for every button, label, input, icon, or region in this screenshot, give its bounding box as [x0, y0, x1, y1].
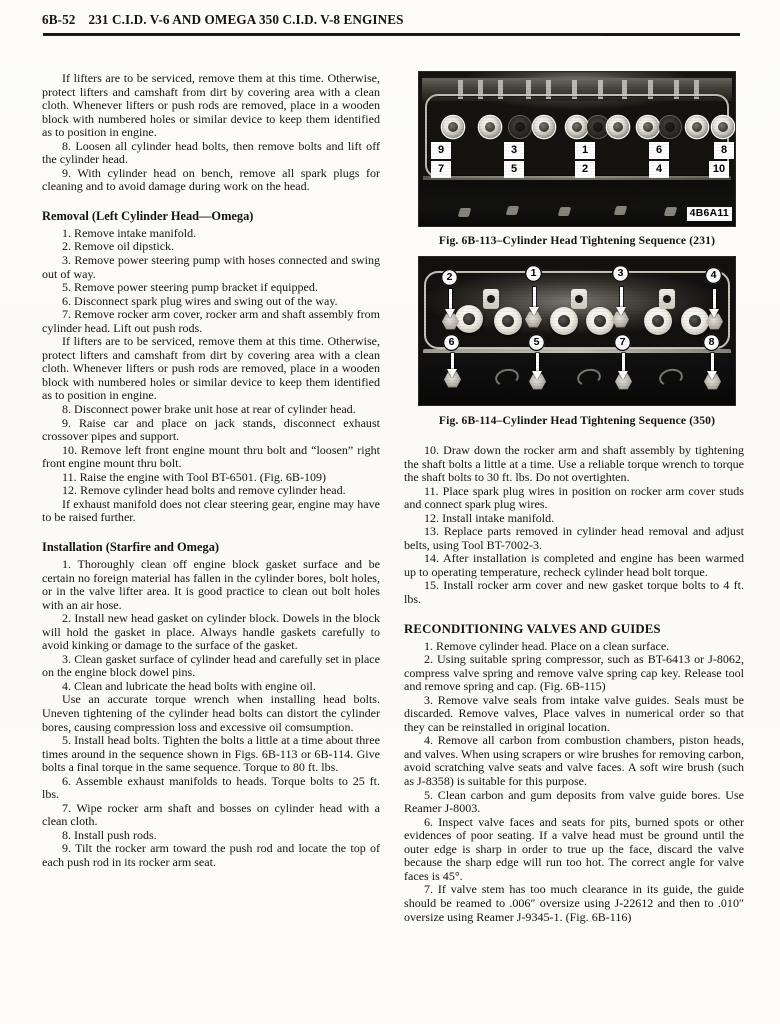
reconditioning-step-7: 7. If valve stem has too much clearance in its guide, the guide should be reamed to .006″ oversize using J-22612 and then to .010″ oversize using Reamer J-9345-1. (Fig. 6B-116): [404, 882, 744, 924]
removal-step-8: 8. Disconnect power brake unit hose at rear of cylinder head.: [62, 402, 356, 417]
callout-arrow: [711, 289, 718, 311]
sequence-number-top-5: 8: [714, 142, 734, 159]
head-bolt-washer: [442, 116, 464, 138]
paragraph-torque-wrench-note: Use an accurate torque wrench when installing head bolts. Uneven tightening of the cylinder head bolts can distort the cylinder bores, causing compression loss and excessive oil comsumption.: [42, 692, 380, 734]
callout-arrow: [620, 353, 627, 373]
removal-step-12: 12. Remove cylinder head bolts and remove cylinder head.: [62, 483, 346, 498]
reconditioning-step-3: 3. Remove valve seals from intake valve guides. Seals must be discarded. Remove valves, Place valves in numerical order so that they can be reinstalled in original location.: [404, 692, 744, 734]
head-bolt-washer: [607, 116, 629, 138]
removal-step-10: 10. Remove left front engine mount thru bolt and “loosen” right front engine mount thru bolt.: [42, 442, 380, 471]
installation-step-5: 5. Install head bolts. Tighten the bolts a little at a time about three times around in the sequence shown in Figs. 6B-113 or 6B-114. Give bolts a final torque in the same sequence. Torque to 80 ft. lbs.: [42, 733, 380, 775]
heading-installation-starfire-omega: Installation (Starfire and Omega): [42, 539, 220, 554]
head-bolt-washer: [712, 116, 734, 138]
sequence-number-bottom-3: 7: [614, 334, 631, 351]
callout-arrow: [449, 353, 456, 371]
valve-port: [455, 305, 483, 333]
head-bolt-washer: [637, 116, 659, 138]
figure-6b-113-photo: [418, 71, 736, 227]
removal-step-6: 6. Disconnect spark plug wires and swing out of the way.: [62, 293, 338, 308]
reconditioning-step-6: 6. Inspect valve faces and seats for pits, burned spots or other evidences of poor seating. If a valve head must be ground until the outer edge is sharp in order to true up the face, discard the valve because the sharp edge will run too hot. The correct angle for valve faces is 45°.: [404, 814, 744, 883]
paragraph-lifters-service-1: If lifters are to be serviced, remove them at this time. Otherwise, protect lifters and camshaft from dirt by covering area with a clean cloth. Whenever lifters or push rods are removed, place in a wooden block with numbered holes or similar device to keep them identified as to position in engine.: [42, 71, 380, 140]
removal-step-3: 3. Remove power steering pump with hoses connected and swing out of way.: [42, 253, 380, 281]
page-folio-number: 6B-52: [42, 12, 76, 27]
right-text-column: [404, 444, 744, 924]
sequence-number-top-4: 4: [705, 267, 722, 284]
heading-removal-left-cylinder-head: Removal (Left Cylinder Head—Omega): [42, 208, 254, 223]
head-bolt-washer: [686, 116, 708, 138]
removal-step-2: 2. Remove oil dipstick.: [62, 239, 175, 254]
sequence-number-bottom-3: 2: [575, 161, 595, 178]
installation-step-3: 3. Clean gasket surface of cylinder head and carefully set in place on the engine block dowel pins.: [42, 651, 380, 680]
valve-port: [494, 307, 522, 335]
head-bolt-washer: [587, 116, 609, 138]
figure-6b-114-caption: Fig. 6B-114–Cylinder Head Tightening Sequence (350): [438, 414, 716, 427]
installation-step-6: 6. Assemble exhaust manifolds to heads. Torque bolts to 25 ft. lbs.: [42, 773, 380, 802]
callout-arrow: [709, 353, 716, 373]
valve-port: [586, 307, 614, 335]
page-header-title: 231 C.I.D. V-6 AND OMEGA 350 C.I.D. V-8 ENGINES: [88, 12, 404, 27]
sequence-number-top-2: 3: [504, 142, 524, 159]
head-bolt-washer: [566, 116, 588, 138]
sequence-number-bottom-1: 7: [431, 161, 451, 178]
figure-6b-113-caption: Fig. 6B-113–Cylinder Head Tightening Sequence (231): [438, 234, 716, 247]
callout-arrow: [618, 287, 625, 309]
sequence-number-top-2: 1: [525, 265, 542, 282]
sequence-number-bottom-2: 5: [528, 334, 545, 351]
removal-step-1: 1. Remove intake manifold.: [62, 225, 197, 240]
sequence-number-bottom-4: 8: [703, 334, 720, 351]
installation-step-15: 15. Install rocker arm cover and new gasket torque bolts to 4 ft. lbs.: [404, 578, 744, 607]
removal-step-11: 11. Raise the engine with Tool BT-6501. (Fig. 6B-109): [62, 469, 327, 484]
installation-step-13: 13. Replace parts removed in cylinder head removal and adjust belts, using Tool BT-7002-3.: [404, 524, 744, 552]
paragraph-exhaust-manifold-clearance: If exhaust manifold does not clear steering gear, engine may have to be raised further.: [42, 496, 380, 525]
removal-step-9: 9. Raise car and place on jack stands, disconnect exhaust crossover pipes and support.: [42, 415, 380, 444]
paragraph-lifters-service-2: If lifters are to be serviced, remove them at this time. Otherwise, protect lifters and camshaft from dirt by covering area with a clean cloth. Whenever lifters or push rods are removed, place in a wooden block with numbered holes or similar device to keep them identified as to position in engine.: [42, 334, 380, 403]
callout-arrow: [531, 287, 538, 309]
sequence-number-top-1: 9: [431, 142, 451, 159]
installation-step-10: 10. Draw down the rocker arm and shaft assembly by tightening the shaft bolts a little at a time. Use a reliable torque wrench to torque the shaft bolts to 30 ft. lbs. Do not overtighten.: [404, 443, 744, 485]
heading-reconditioning-valves-and-guides: RECONDITIONING VALVES AND GUIDES: [404, 621, 661, 636]
removal-step-9-upper: 9. With cylinder head on bench, remove all spark plugs for cleaning and to avoid damage during work on the head.: [42, 165, 380, 194]
installation-step-1: 1. Thoroughly clean off engine block gasket surface and be certain no foreign material has fallen in the cylinder bores, bolt holes, or in the valve lifter area. It is good practice to clean out bolt holes with an air hose.: [42, 556, 380, 612]
sequence-number-top-3: 3: [612, 265, 629, 282]
sequence-number-top-1: 2: [441, 269, 458, 286]
reconditioning-step-5: 5. Clean carbon and gum deposits from valve guide bores. Use Reamer J-8003.: [404, 787, 744, 816]
installation-step-9: 9. Tilt the rocker arm toward the push rod and locate the top of each push rod in its rocker arm seat.: [42, 841, 380, 869]
figure-6b-114: [418, 256, 736, 427]
installation-step-11: 11. Place spark plug wires in position on rocker arm cover studs and connect spark plug wires.: [404, 483, 744, 512]
left-text-column: [42, 72, 380, 870]
valve-port: [550, 307, 578, 335]
head-bolt-washer: [533, 116, 555, 138]
removal-step-7: 7. Remove rocker arm cover, rocker arm and shaft assembly from cylinder head. Lift out push rods.: [42, 307, 380, 335]
page-header: [42, 12, 742, 28]
valve-port: [681, 307, 709, 335]
head-bolt-washer: [479, 116, 501, 138]
callout-arrow: [534, 353, 541, 373]
installation-step-14: 14. After installation is completed and engine has been warmed up to operating temperature, recheck cylinder head bolt torque.: [404, 551, 744, 579]
removal-step-5: 5. Remove power steering pump bracket if equipped.: [62, 280, 318, 295]
sequence-number-bottom-2: 5: [504, 161, 524, 178]
installation-step-8: 8. Install push rods.: [62, 827, 157, 842]
callout-arrow: [447, 289, 454, 311]
figure-6b-113: [418, 71, 736, 247]
sequence-number-bottom-4: 4: [649, 161, 669, 178]
valve-port: [644, 307, 672, 335]
installation-step-2: 2. Install new head gasket on cylinder block. Dowels in the block will hold the gasket in place. Always handle gaskets carefully to avoid kinking or damage to the surface of the gasket.: [42, 611, 380, 653]
installation-step-12: 12. Install intake manifold.: [424, 510, 555, 525]
header-rule: [43, 33, 740, 36]
removal-step-8-upper: 8. Loosen all cylinder head bolts, then remove bolts and lift off the cylinder head.: [42, 138, 380, 167]
reconditioning-step-2: 2. Using suitable spring compressor, such as BT-6413 or J-8062, compress valve spring and remove valve spring cap key. Release tool and remove spring and cap. (Fig. 6B-115): [404, 652, 744, 694]
sequence-number-bottom-5: 10: [709, 161, 729, 178]
photo-code-label: 4B6A11: [687, 207, 732, 221]
sequence-number-top-3: 1: [575, 142, 595, 159]
rocker-stud-boss: [483, 289, 499, 309]
head-bolt-washer: [509, 116, 531, 138]
head-bolt-washer: [659, 116, 681, 138]
installation-step-4: 4. Clean and lubricate the head bolts with engine oil.: [62, 678, 316, 693]
reconditioning-step-1: 1. Remove cylinder head. Place on a clean surface.: [424, 638, 670, 653]
sequence-number-bottom-1: 6: [443, 334, 460, 351]
reconditioning-step-4: 4. Remove all carbon from combustion chambers, piston heads, and valves. When using scrapers or wire brushes for removing carbon, avoid scratching valve seats and valve faces. A soft wire brush (such as J-8358) is suitable for this purpose.: [404, 733, 744, 789]
figure-6b-114-photo: [418, 256, 736, 406]
rocker-stud-boss: [571, 289, 587, 309]
installation-step-7: 7. Wipe rocker arm shaft and bosses on cylinder head with a clean cloth.: [42, 800, 380, 829]
sequence-number-top-4: 6: [649, 142, 669, 159]
rocker-stud-boss: [659, 289, 675, 309]
